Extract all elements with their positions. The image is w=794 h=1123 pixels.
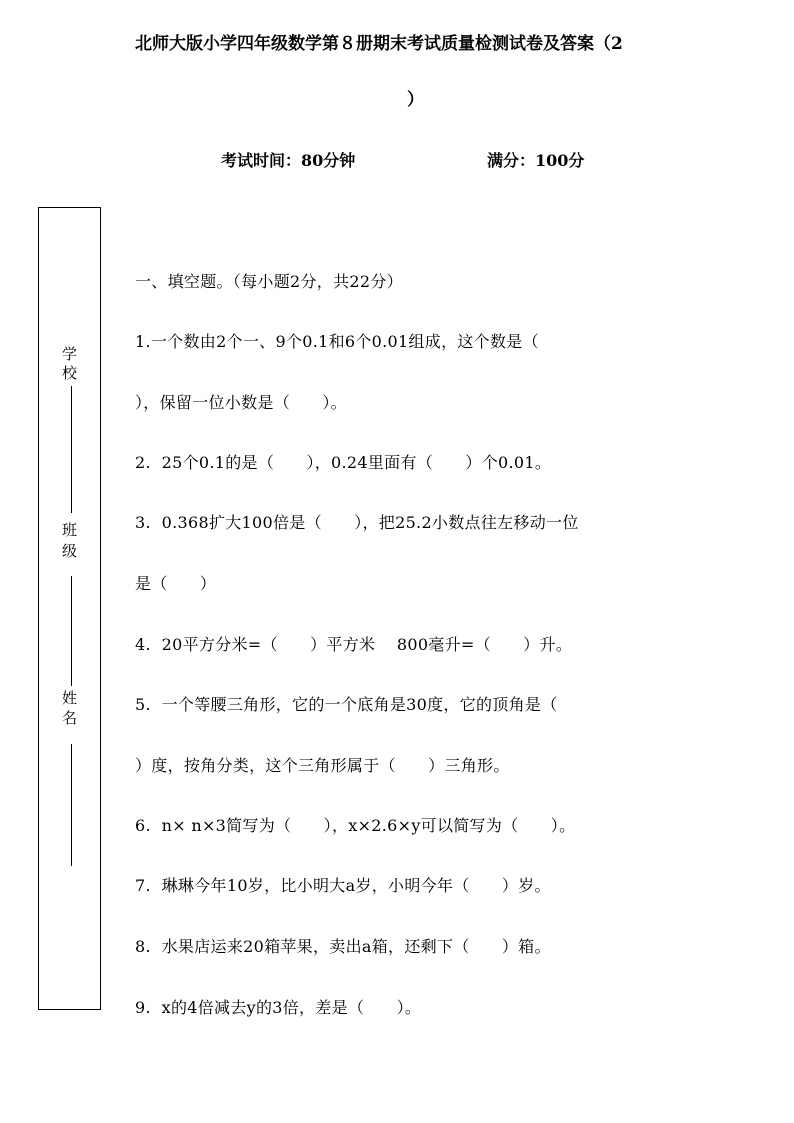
name-write-line[interactable]: [71, 744, 72, 866]
class-label-char-2: 级: [61, 542, 77, 560]
class-write-line[interactable]: [71, 576, 72, 686]
school-label-char-1: 学: [61, 345, 77, 363]
document-title-continuation: ）: [407, 90, 424, 110]
class-label-char-1: 班: [61, 521, 77, 539]
question-line: 9. x的4倍减去y的3倍，差是（ ）。: [135, 998, 422, 1017]
question-line: 7. 琳琳今年10岁，比小明大a岁，小明今年（ ）岁。: [135, 876, 551, 895]
question-line: 6. n× n×3简写为（ ），x×2.6×y可以简写为（ ）。: [135, 816, 576, 835]
exam-time: 考试时间：80分钟: [221, 151, 356, 170]
question-line: 2. 25个0.1的是（ ），0.24里面有（ ）个0.01。: [135, 453, 552, 472]
student-info-sidebar: [38, 207, 101, 1010]
question-line: 3. 0.368扩大100倍是（ ），把25.2小数点往左移动一位: [135, 513, 579, 532]
name-label-char-1: 姓: [61, 689, 77, 707]
question-line: 1.一个数由2个一、9个0.1和6个0.01组成，这个数是（: [135, 332, 539, 351]
question-line: 5. 一个等腰三角形，它的一个底角是30度，它的顶角是（: [135, 695, 558, 714]
question-line: 4. 20平方分米=（ ）平方米 800毫升=（ ）升。: [135, 635, 573, 654]
full-score: 满分：100分: [487, 151, 585, 170]
school-label-char-2: 校: [61, 364, 77, 382]
question-line: 是（ ）: [135, 574, 217, 593]
name-label-char-2: 名: [61, 709, 77, 727]
question-line: ）度，按角分类，这个三角形属于（ ）三角形。: [135, 756, 510, 775]
school-write-line[interactable]: [71, 386, 72, 513]
question-line: 8. 水果店运来20箱苹果，卖出a箱，还剩下（ ）箱。: [135, 937, 551, 956]
document-title: 北师大版小学四年级数学第８册期末考试质量检测试卷及答案（2: [135, 34, 623, 54]
question-line: ），保留一位小数是（ ）。: [135, 393, 347, 412]
section-heading: 一、填空题。（每小题2分，共22分）: [135, 272, 403, 291]
